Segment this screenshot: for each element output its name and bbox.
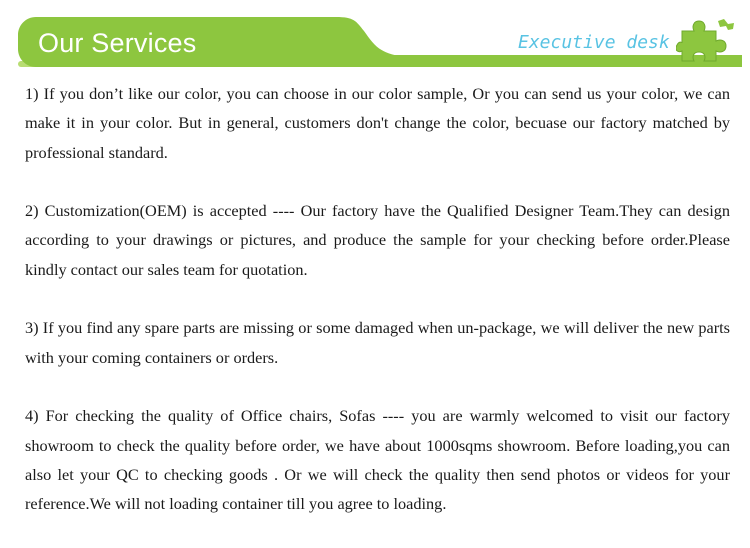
puzzle-piece-icon [676, 17, 736, 65]
services-content [25, 79, 730, 548]
section-header [18, 17, 742, 69]
service-paragraph-2: 2) Customization(OEM) is accepted ---- Our factory have the Qualified Designer Team.They can design according to your drawings or pictures, and produce the sample for your checking before order.Please kindly contact our sales team for quotation. [25, 201, 730, 279]
service-paragraph-3: 3) If you find any spare parts are missing or some damaged when un-package, we will deliver the new parts with your coming containers or orders. [25, 318, 730, 367]
header-subtitle: Executive desk [518, 32, 670, 53]
service-paragraph-1: 1) If you don’t like our color, you can choose in our color sample, Or you can send us your color, we can make it in your color. But in general, customers don't change the color, becuase our factory matched by professional standard. [25, 84, 730, 162]
service-paragraph-4: 4) For checking the quality of Office chairs, Sofas ---- you are warmly welcomed to visit our factory showroom to check the quality before order, we have about 1000sqms showroom. Before loading,you can also let your QC to checking goods . Or we will check the quality then send photos or videos for your reference.We will not loading container till you agree to loading. [25, 406, 730, 514]
page-title: Our Services [38, 28, 197, 58]
